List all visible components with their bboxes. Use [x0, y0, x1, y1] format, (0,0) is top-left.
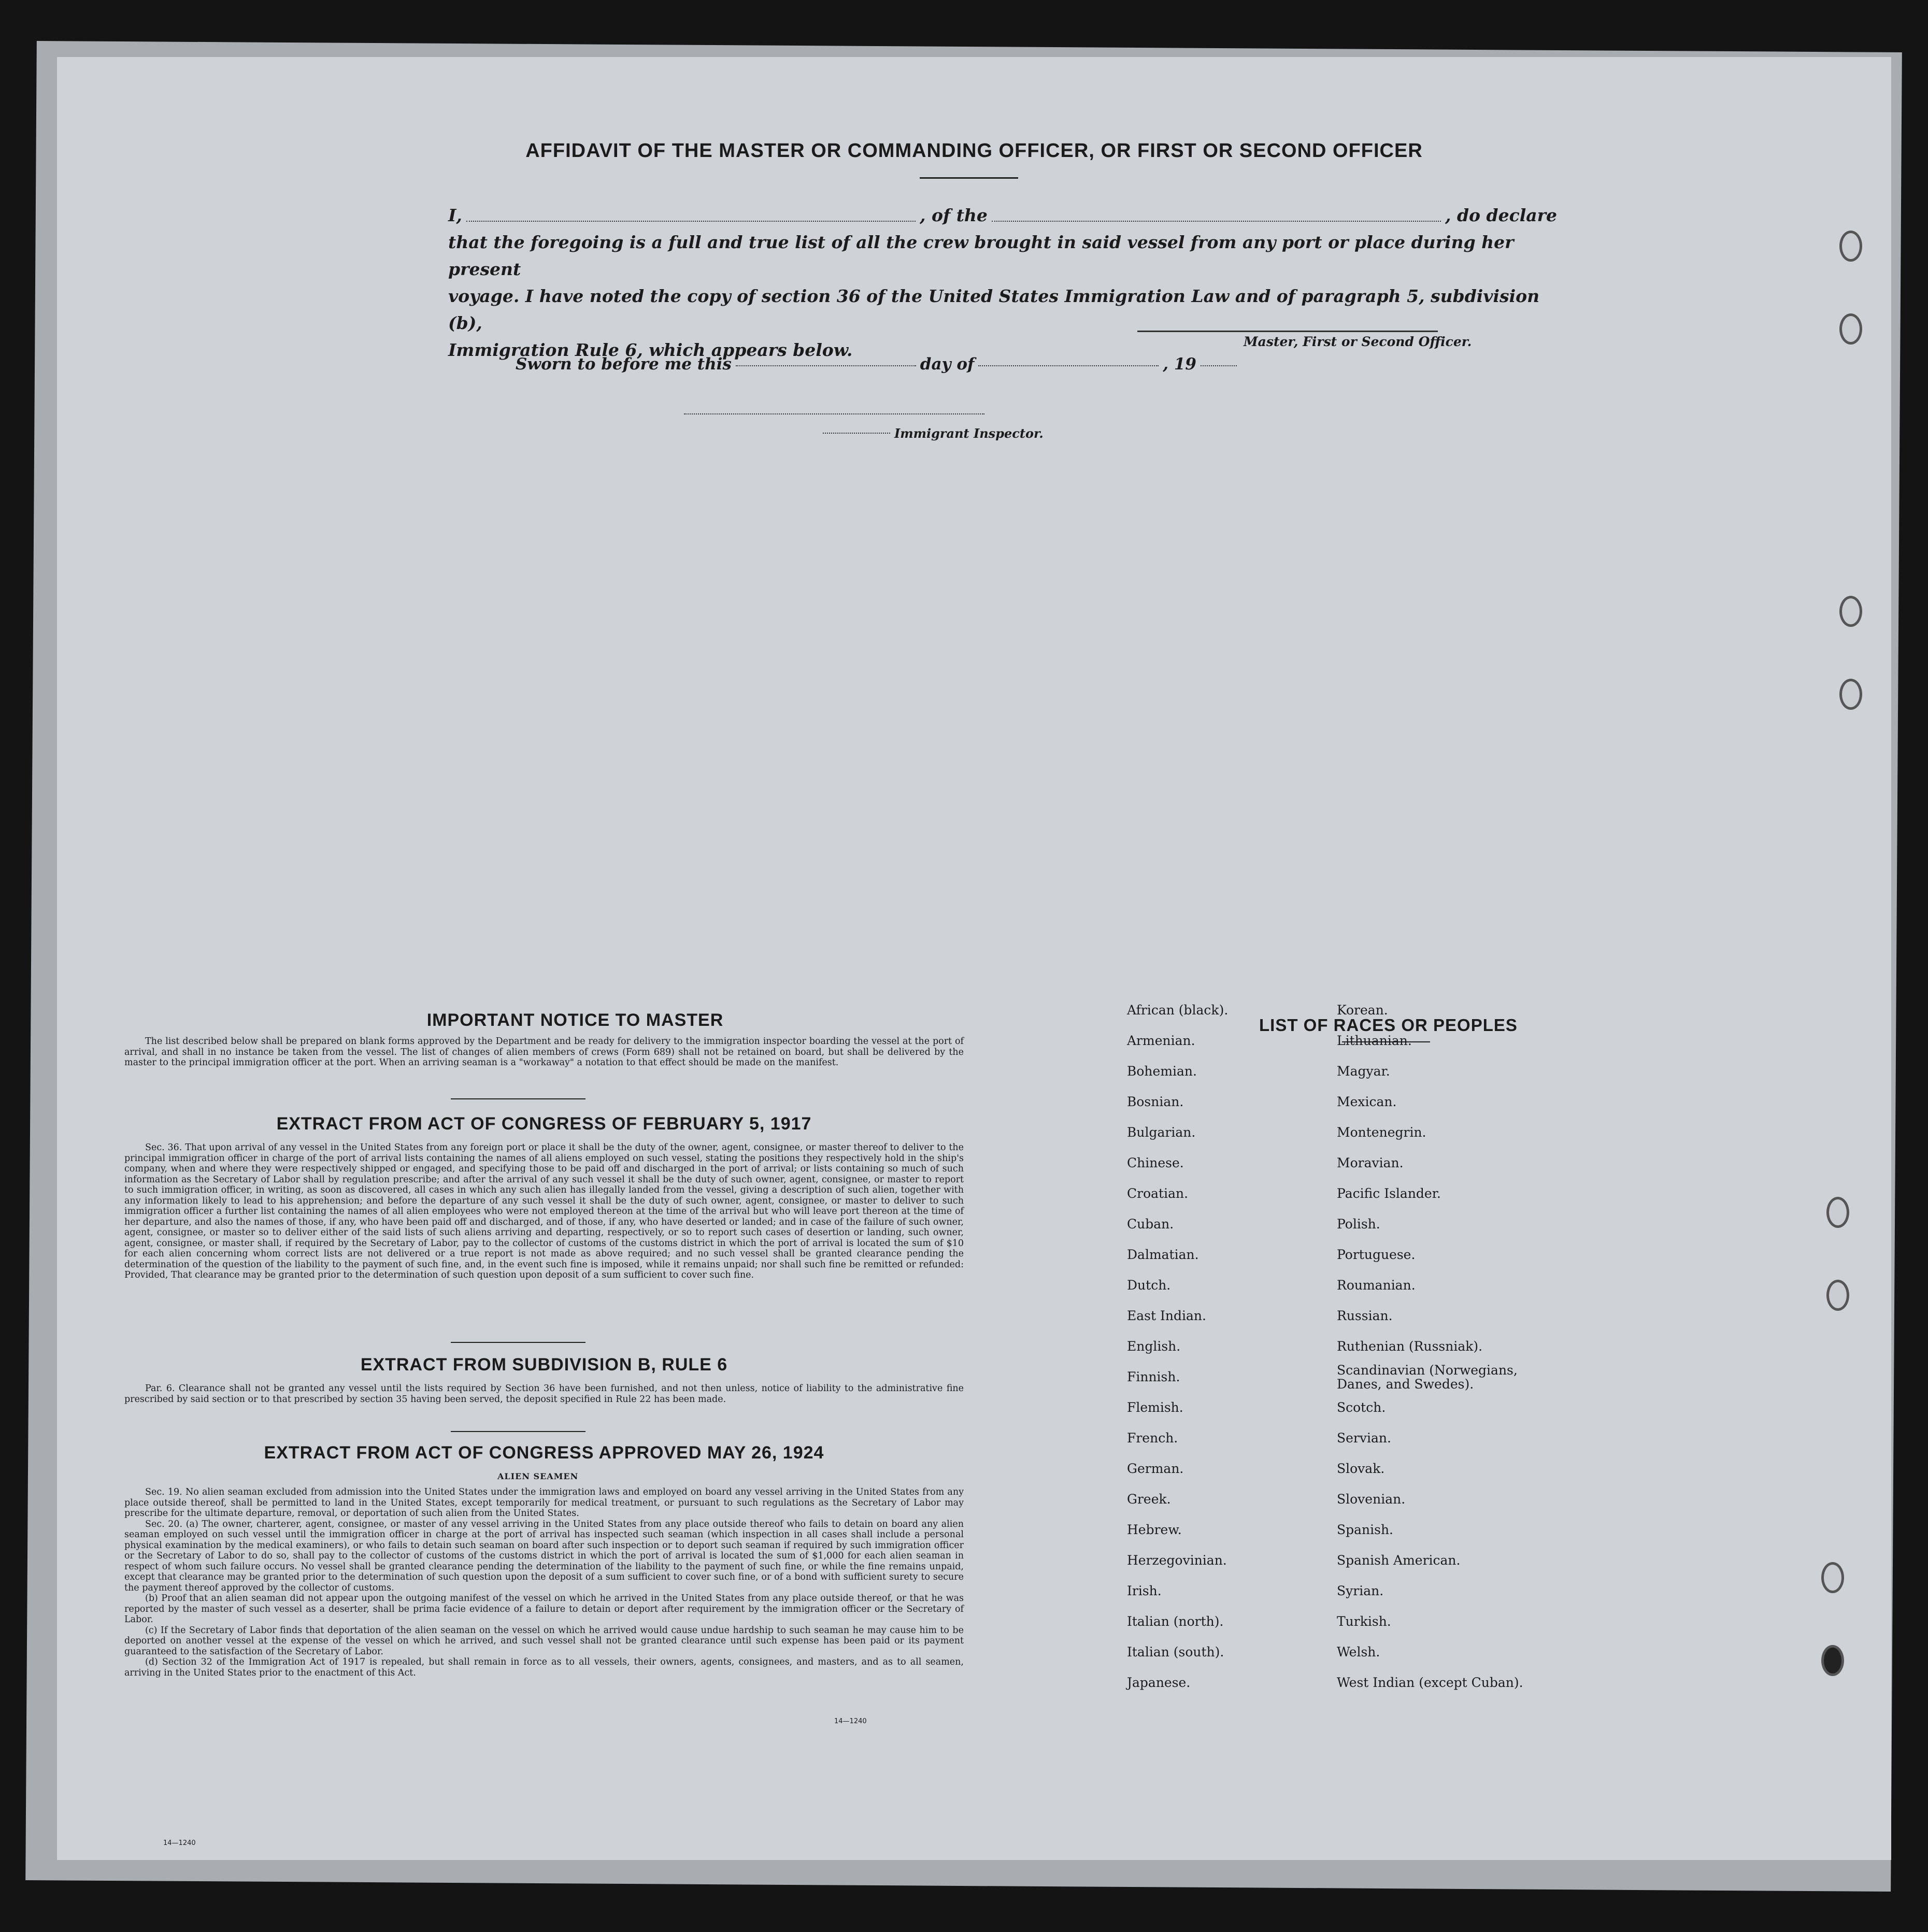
extract-1917-body [124, 1142, 964, 1281]
sec-20b-paragraph: (b) Proof that an alien seaman did not appear upon the outgoing manifest of the vessel on which he arrived in the United States from any place outside thereof, or that he was reported by the master of such vessel as a deserter, shall be prima facie evidence of a failure to detain or deport after requirement by the immigration officer or the Secretary of Labor. [124, 1593, 964, 1625]
inspector-label: Immigrant Inspector. [894, 426, 1044, 441]
race-item-left: Hebrew. [1127, 1522, 1182, 1537]
race-item-right: Polish. [1337, 1217, 1380, 1232]
race-item-right: Scotch. [1337, 1400, 1386, 1415]
race-item-left: Italian (south). [1127, 1644, 1224, 1659]
sec-19-paragraph: Sec. 19. No alien seaman excluded from admission into the United States under the immigration laws and employed on board any vessel arriving in the United States from any place outside thereof, shall be permitted to land in the United States, except temporarily for medical treatment, or pursuant to such regulations as the Secretary of Labor may prescribe for the ultimate departure, removal, or deportation of such alien from the United States. [124, 1487, 964, 1519]
sworn-end: , 19 [1163, 355, 1197, 374]
title-divider [920, 177, 1018, 179]
declaration-end: , do declare [1445, 205, 1558, 225]
race-item-left: Cuban. [1127, 1217, 1174, 1232]
footer-form-number: 14—1240 [163, 1839, 196, 1847]
race-item-right: Russian. [1337, 1308, 1393, 1323]
race-item-left: Irish. [1127, 1583, 1162, 1598]
par-6-paragraph: Par. 6. Clearance shall not be granted any vessel until the lists required by Section 36 have been furnished, and not then unless, notice of liability to the administrative fine prescribed by said section or to that prescribed by section 35 having been served, the deposit specified in Rule 22 has been made. [124, 1383, 964, 1405]
race-item-right: Pacific Islander. [1337, 1186, 1441, 1201]
punch-hole-icon [1826, 1197, 1849, 1228]
race-item-left: French. [1127, 1430, 1178, 1446]
sec-20a-paragraph: Sec. 20. (a) The owner, charterer, agent, consignee, or master of any vessel arriving in the United States from any place outside thereof who fails to detain on board any alien seaman employed on such vessel until the immigration officer in charge at the port of arrival has inspected such seaman (which inspection in all cases shall include a personal physical examination by the medical examiners), or who fails to detain such seaman on board after such inspection or to deport such seaman if required by such immigration officer or the Secretary of Labor to do so, shall pay to the collector of customs of the customs district in which the port of arrival is located the sum of $1,000 for each alien seaman in respect of whom such failure occurs. No vessel shall be granted clearance pending the determination of the liability to the payment of such fine, or while the fine remains unpaid, except that clearance may be granted prior to the determination of such question upon the deposit of a sum sufficient to cover such fine, or of a bond with sufficient surety to secure the payment thereof approved by the collector of customs. [124, 1519, 964, 1593]
extract-1917-title: EXTRACT FROM ACT OF CONGRESS OF FEBRUARY 5, 1917 [276, 1114, 812, 1134]
race-item-right: Roumanian. [1337, 1278, 1416, 1293]
race-item-right: Slovenian. [1337, 1492, 1406, 1507]
race-item-left: Flemish. [1127, 1400, 1183, 1415]
extract-1924-title: EXTRACT FROM ACT OF CONGRESS APPROVED MAY 26, 1924 [264, 1443, 824, 1463]
alien-seamen-subtitle: ALIEN SEAMEN [497, 1471, 579, 1481]
sworn-day-field[interactable] [736, 355, 916, 366]
notice-title: IMPORTANT NOTICE TO MASTER [426, 1010, 724, 1030]
race-item-right: Magyar. [1337, 1064, 1390, 1079]
form-number: 14—1240 [834, 1718, 867, 1725]
punch-hole-icon [1821, 1562, 1844, 1593]
race-item-left: Bohemian. [1127, 1064, 1197, 1079]
race-item-right: Syrian. [1337, 1583, 1384, 1598]
race-item-right: Turkish. [1337, 1614, 1391, 1629]
notice-paragraph: The list described below shall be prepared on blank forms approved by the Department and be ready for delivery to the immigration inspector boarding the vessel at the port of arrival, and shall in no instance be taken from the vessel. The list of changes of alien members of crews (Form 689) shall not be retained on board, but shall be delivered by the master to the principal immigration officer at the port. When an arriving seaman is a "workaway" a notation to that effect should be made on the manifest. [124, 1036, 964, 1068]
race-item-right: Mexican. [1337, 1094, 1397, 1109]
race-item-right: Scandinavian (Norwegians, Danes, and Swedes). [1337, 1363, 1518, 1392]
sworn-year-field[interactable] [1201, 355, 1237, 366]
inspector-signature-line[interactable] [684, 413, 984, 414]
race-item-left: African (black). [1127, 1003, 1229, 1018]
inspector-line [819, 426, 1044, 441]
section-divider [451, 1431, 585, 1432]
extract-1924-body [124, 1487, 964, 1678]
notice-body [124, 1036, 964, 1068]
race-item-left: Japanese. [1127, 1675, 1191, 1690]
race-item-left: Dalmatian. [1127, 1247, 1199, 1262]
race-item-right: Servian. [1337, 1430, 1391, 1446]
race-item-right: Portuguese. [1337, 1247, 1416, 1262]
race-item-right: Montenegrin. [1337, 1125, 1426, 1140]
extract-rule6-body [124, 1383, 964, 1405]
sworn-mid: day of [920, 355, 975, 374]
section-divider [451, 1098, 585, 1099]
punch-hole-icon [1839, 231, 1862, 262]
race-item-left: Greek. [1127, 1492, 1171, 1507]
declaration-line-4: Immigration Rule 6, which appears below. [448, 340, 853, 360]
race-item-left: East Indian. [1127, 1308, 1206, 1323]
name-field[interactable] [466, 202, 916, 222]
race-item-right: Spanish American. [1337, 1553, 1461, 1568]
race-item-left: Finnish. [1127, 1369, 1180, 1384]
declaration-line-3: voyage. I have noted the copy of section 36 of the United States Immigration Law and of paragraph 5, subdivision (b), [448, 286, 1540, 333]
sec-20c-paragraph: (c) If the Secretary of Labor finds that deportation of the alien seaman on the vessel on which he arrived would cause undue hardship to such seaman he may cause him to be deported on another vessel at the expense of the vessel on which he arrived, and such vessel shall not be granted clearance until such expense has been paid or its payment guaranteed to the satisfaction of the Secretary of Labor. [124, 1625, 964, 1657]
races-title: LIST OF RACES OR PEOPLES [1259, 1015, 1518, 1035]
section-divider [451, 1342, 585, 1343]
declaration-line-1 [448, 202, 1557, 229]
race-item-left: Bulgarian. [1127, 1125, 1196, 1140]
race-item-left: Dutch. [1127, 1278, 1171, 1293]
race-item-left: Armenian. [1127, 1033, 1195, 1048]
sworn-month-field[interactable] [978, 355, 1159, 366]
race-item-right: Lithuanian. [1337, 1033, 1412, 1048]
race-item-left: English. [1127, 1339, 1181, 1354]
vessel-field[interactable] [992, 202, 1441, 222]
race-item-right: Slovak. [1337, 1461, 1385, 1476]
race-item-left: Herzegovinian. [1127, 1553, 1227, 1568]
signature-line[interactable] [1137, 331, 1438, 332]
race-item-right: Moravian. [1337, 1155, 1404, 1170]
declaration-line-2: that the foregoing is a full and true list of all the crew brought in said vessel from any port or place during her present [448, 232, 1514, 279]
race-item-right: Ruthenian (Russniak). [1337, 1339, 1483, 1354]
race-item-right: Welsh. [1337, 1644, 1380, 1659]
declaration-mid: , of the [920, 205, 988, 225]
sec-36-paragraph: Sec. 36. That upon arrival of any vessel in the United States from any foreign port or place it shall be the duty of the owner, agent, consignee, or master thereof to deliver to the principal immigration officer in charge of the port of arrival lists containing the names of all aliens employed on such vessel, stating the positions they respectively hold in the ship's company, when and where they were respectively shipped or engaged, and specifying those to be paid off and discharged in the port of arrival; or lists containing so much of such information as the Secretary of Labor shall by regulation prescribe; and after the arrival of any such vessel it shall be the duty of such owner, agent, consignee, or master to report to such immigration officer, in writing, as soon as discovered, all cases in which any such alien has illegally landed from the vessel, giving a description of such alien, together with any information likely to lead to his apprehension; and before the departure of any such vessel it shall be the duty of such owner, agent, consignee, or master to deliver to such immigration officer a further list containing the names of all alien employees who were not employed thereon at the time of the arrival but who will leave port thereon at the time of her departure, and also the names of those, if any, who have been paid off and discharged, and of those, if any, who have deserted or landed; and in case of the failure of such owner, agent, consignee, or master so to deliver either of the said lists of such aliens arriving and departing, respectively, or so to report such cases of desertion or landing, such owner, agent, consignee, or master shall, if required by the Secretary of Labor, pay to the collector of customs of the customs district in which the port of arrival is located the sum of $10 for each alien concerning whom correct lists are not delivered or a true report is not made as above required; and no such vessel shall be granted clearance pending the determination of the question of the liability to the payment of such fine, and, in the event such fine is imposed, while it remains unpaid; nor shall such fine be remitted or refunded: Provided, That clearance may be granted prior to the determination of such question upon deposit of a sum sufficient to cover such fine. [124, 1142, 964, 1280]
extract-rule6-title: EXTRACT FROM SUBDIVISION B, RULE 6 [360, 1355, 728, 1375]
punch-hole-icon [1826, 1280, 1849, 1311]
race-item-left: Italian (north). [1127, 1614, 1224, 1629]
sworn-line [516, 355, 1241, 374]
document-page [57, 57, 1891, 1860]
race-item-right: Korean. [1337, 1003, 1388, 1018]
punch-hole-icon [1839, 313, 1862, 345]
declaration-start: I, [448, 205, 462, 225]
inspector-name-field[interactable] [823, 426, 890, 434]
signature-label: Master, First or Second Officer. [1244, 334, 1472, 349]
race-item-right: West Indian (except Cuban). [1337, 1675, 1523, 1690]
race-item-right: Spanish. [1337, 1522, 1394, 1537]
sec-20d-paragraph: (d) Section 32 of the Immigration Act of 1917 is repealed, but shall remain in force as to all vessels, their owners, agents, consignees, and masters, and as to all seamen, arriving in the United States prior to the enactment of this Act. [124, 1657, 964, 1678]
race-item-left: Bosnian. [1127, 1094, 1184, 1109]
race-item-left: German. [1127, 1461, 1184, 1476]
punch-hole-icon [1821, 1645, 1844, 1676]
sworn-start: Sworn to before me this [516, 355, 732, 374]
race-item-left: Croatian. [1127, 1186, 1189, 1201]
punch-hole-icon [1839, 596, 1862, 627]
race-item-left: Chinese. [1127, 1155, 1184, 1170]
affidavit-title: AFFIDAVIT OF THE MASTER OR COMMANDING OFFICER, OR FIRST OR SECOND OFFICER [525, 140, 1423, 162]
punch-hole-icon [1839, 679, 1862, 710]
